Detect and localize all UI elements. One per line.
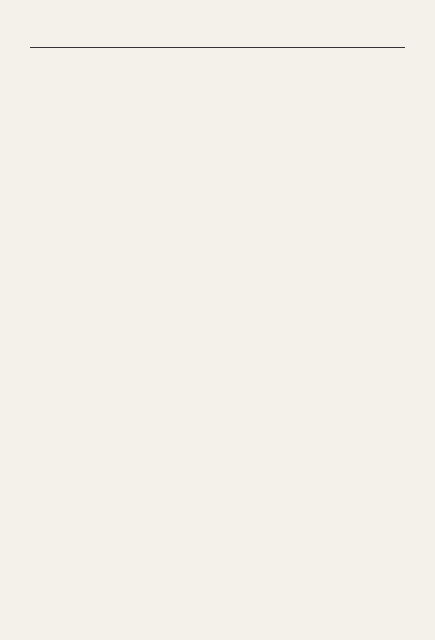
header-rule bbox=[30, 47, 405, 48]
running-header bbox=[30, 14, 405, 42]
page-footer bbox=[30, 602, 405, 622]
